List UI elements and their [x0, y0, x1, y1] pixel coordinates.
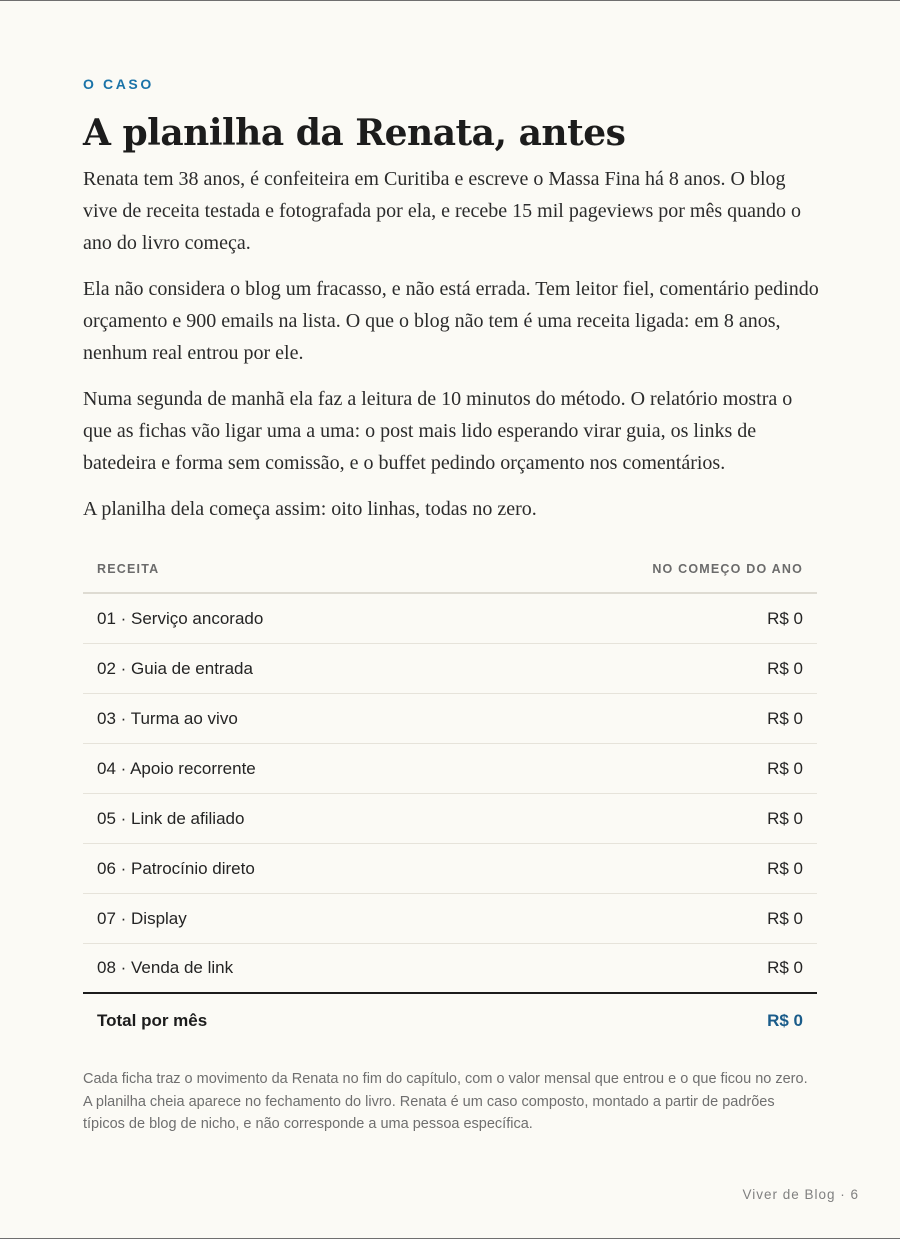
table-row: [83, 844, 817, 894]
paragraph: A planilha dela começa assim: oito linhas, todas no zero.: [83, 498, 537, 520]
total-value: R$ 0: [767, 1011, 803, 1030]
page-title: A planilha da Renata, antes: [83, 112, 626, 154]
row-value: R$ 0: [767, 758, 803, 778]
row-value: R$ 0: [767, 958, 803, 977]
paragraph: Numa segunda de manhã ela faz a leitura de 10 minutos do método. O relatório mostra o que as fichas vão ligar uma a uma: o post mais lido esperando virar guia, os links de batedeira e forma sem comissão, e o buffet pedindo orçamento nos comentários.: [83, 388, 793, 474]
table-row: [83, 694, 817, 744]
row-label: 02 · Guia de entrada: [97, 658, 253, 678]
column-header-receita: RECEITA: [97, 562, 160, 576]
body-text: [83, 163, 823, 539]
row-label: 07 · Display: [97, 908, 187, 928]
table-row: [83, 744, 817, 794]
total-label: Total por mês: [97, 1011, 208, 1030]
page-footer: Viver de Blog · 6: [742, 1187, 859, 1202]
row-value: R$ 0: [767, 908, 803, 928]
paragraph: Ela não considera o blog um fracasso, e não está errada. Tem leitor fiel, comentário pedindo orçamento e 900 emails na lista. O que o blog não tem é uma receita ligada: em 8 anos, nenhum real entrou por ele.: [83, 278, 819, 364]
paragraph: Renata tem 38 anos, é confeiteira em Curitiba e escreve o Massa Fina há 8 anos. O blog vive de receita testada e fotografada por ela, e recebe 15 mil pageviews por mês quando o ano do livro começa.: [83, 168, 802, 254]
row-value: R$ 0: [767, 858, 803, 878]
table-row: [83, 944, 817, 994]
row-value: R$ 0: [767, 808, 803, 828]
revenue-table: [83, 546, 817, 1048]
section-kicker: O CASO: [83, 76, 154, 92]
table-row: [83, 594, 817, 644]
row-label: 05 · Link de afiliado: [97, 808, 245, 828]
row-label: 08 · Venda de link: [97, 958, 234, 977]
row-label: 04 · Apoio recorrente: [97, 758, 256, 778]
footnote: Cada ficha traz o movimento da Renata no fim do capítulo, com o valor mensal que entrou e o que ficou no zero. A planilha cheia aparece no fechamento do livro. Renata é um caso composto, montado a partir de padrões típicos de blog de nicho, e não corresponde a uma pessoa específica.: [83, 1071, 808, 1132]
row-label: 01 · Serviço ancorado: [97, 608, 264, 628]
table-row: [83, 794, 817, 844]
row-value: R$ 0: [767, 708, 803, 728]
row-label: 06 · Patrocínio direto: [97, 858, 255, 878]
table-total-row: [83, 994, 817, 1048]
column-header-inicio-ano: NO COMEÇO DO ANO: [652, 562, 803, 576]
table-row: [83, 644, 817, 694]
row-label: 03 · Turma ao vivo: [97, 708, 238, 728]
table-header: [83, 546, 817, 594]
row-value: R$ 0: [767, 658, 803, 678]
table-row: [83, 894, 817, 944]
row-value: R$ 0: [767, 608, 803, 628]
